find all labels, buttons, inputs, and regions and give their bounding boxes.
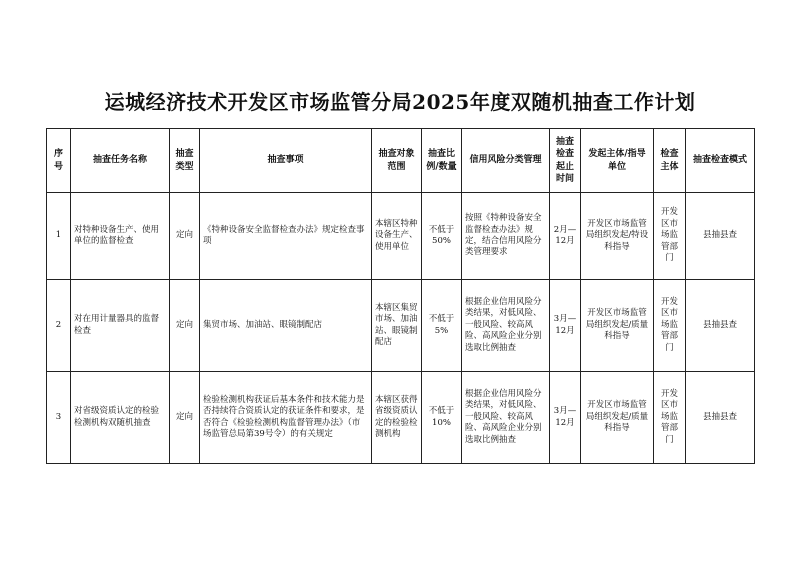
cell-period: 2月—12月: [550, 193, 581, 280]
cell-inspector: 开发区市场监管部门: [654, 372, 686, 464]
cell-type: 定向: [170, 372, 200, 464]
header-type: 抽查类型: [170, 129, 200, 193]
table-row: [47, 280, 755, 372]
cell-inspector: 开发区市场监管部门: [654, 193, 686, 280]
header-seq: 序号: [47, 129, 71, 193]
cell-task-name: 对省级资质认定的检验检测机构双随机抽查: [71, 372, 170, 464]
cell-inspector: 开发区市场监管部门: [654, 280, 686, 372]
header-risk: 信用风险分类管理: [462, 129, 550, 193]
cell-initiator: 开发区市场监管局组织发起/质量科指导: [581, 280, 654, 372]
cell-items: 集贸市场、加油站、眼镜制配店: [200, 280, 372, 372]
cell-mode: 县抽县查: [686, 280, 755, 372]
cell-task-name: 对特种设备生产、使用单位的监督检查: [71, 193, 170, 280]
cell-ratio: 不低于50%: [422, 193, 462, 280]
table-row: [47, 372, 755, 464]
inspection-plan-table: [46, 128, 755, 464]
header-items: 抽查事项: [200, 129, 372, 193]
cell-items: 《特种设备安全监督检查办法》规定检查事项: [200, 193, 372, 280]
cell-scope: 本辖区集贸市场、加油站、眼镜制配店: [372, 280, 422, 372]
page-title: 运城经济技术开发区市场监管分局2025年度双随机抽查工作计划: [104, 90, 696, 114]
table-row: [47, 193, 755, 280]
cell-scope: 本辖区获得省级资质认定的检验检测机构: [372, 372, 422, 464]
header-inspector: 检查主体: [654, 129, 686, 193]
header-ratio: 抽查比例/数量: [422, 129, 462, 193]
cell-task-name: 对在用计量器具的监督检查: [71, 280, 170, 372]
cell-risk: 根据企业信用风险分类结果，对低风险、一般风险、较高风险、高风险企业分别选取比例抽查: [462, 280, 550, 372]
cell-type: 定向: [170, 280, 200, 372]
cell-seq: 2: [47, 280, 71, 372]
cell-ratio: 不低于5%: [422, 280, 462, 372]
cell-scope: 本辖区特种设备生产、使用单位: [372, 193, 422, 280]
header-initiator: 发起主体/指导单位: [581, 129, 654, 193]
cell-initiator: 开发区市场监管局组织发起/特设科指导: [581, 193, 654, 280]
header-period: 抽查检查起止时间: [550, 129, 581, 193]
cell-mode: 县抽县查: [686, 372, 755, 464]
cell-seq: 1: [47, 193, 71, 280]
header-task-name: 抽查任务名称: [71, 129, 170, 193]
header-mode: 抽查检查模式: [686, 129, 755, 193]
cell-items: 检验检测机构获证后基本条件和技术能力是否持续符合资质认定的获证条件和要求，是否符合《检验检测机构监督管理办法》（市场监管总局第39号令）的有关规定: [200, 372, 372, 464]
cell-period: 3月—12月: [550, 372, 581, 464]
cell-type: 定向: [170, 193, 200, 280]
cell-risk: 根据企业信用风险分类结果，对低风险、一般风险、较高风险、高风险企业分别选取比例抽查: [462, 372, 550, 464]
cell-period: 3月—12月: [550, 280, 581, 372]
cell-initiator: 开发区市场监管局组织发起/质量科指导: [581, 372, 654, 464]
cell-risk: 按照《特种设备安全监督检查办法》规定，结合信用风险分类管理要求: [462, 193, 550, 280]
cell-mode: 县抽县查: [686, 193, 755, 280]
header-scope: 抽查对象范围: [372, 129, 422, 193]
cell-seq: 3: [47, 372, 71, 464]
cell-ratio: 不低于10%: [422, 372, 462, 464]
table-header-row: [47, 129, 755, 193]
